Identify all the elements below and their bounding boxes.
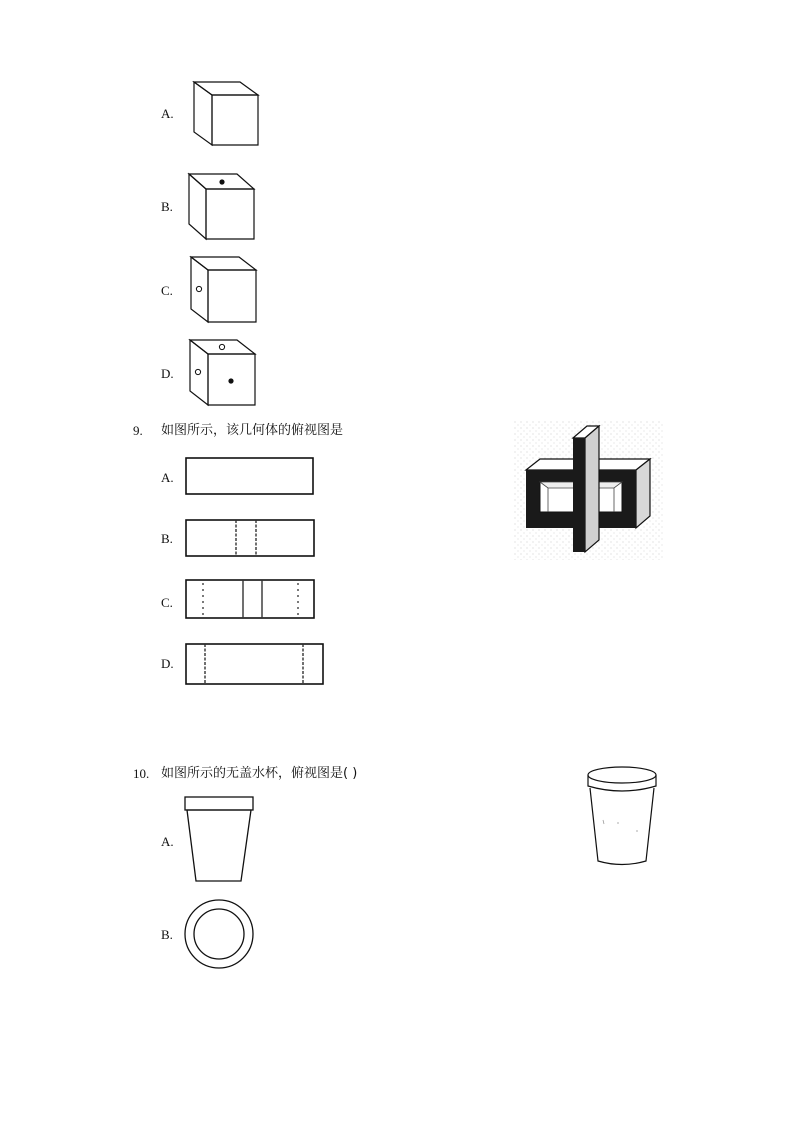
q9-option-c-view[interactable] — [185, 579, 316, 621]
q8-option-d-label: D. — [161, 366, 174, 381]
q9-number: 9. — [133, 423, 143, 438]
solid-dot-top — [219, 179, 224, 184]
q9-figure-zhong-solid — [514, 420, 664, 560]
q9-option-c-label: C. — [161, 595, 173, 610]
hollow-dot-top — [219, 344, 224, 349]
q10-option-b-label: B. — [161, 927, 173, 942]
q10-text: 如图所示的无盖水杯，俯视图是( ) — [161, 766, 358, 781]
q9-option-d-label: D. — [161, 656, 174, 671]
q10-figure-cup — [585, 764, 661, 872]
q8-option-b-cube[interactable] — [186, 171, 258, 243]
q10-option-a-view[interactable] — [183, 795, 257, 885]
hollow-dot-left — [196, 286, 201, 291]
q9-option-b-label: B. — [161, 531, 173, 546]
q10-option-a-label: A. — [161, 834, 174, 849]
q8-option-a-cube[interactable] — [190, 78, 262, 148]
q8-option-a-label: A. — [161, 106, 174, 121]
solid-dot-front — [228, 378, 233, 383]
q9-option-b-view[interactable] — [185, 519, 316, 559]
q8-option-b-label: B. — [161, 199, 173, 214]
q9-option-a-label: A. — [161, 470, 174, 485]
hollow-dot-left — [195, 369, 200, 374]
q8-option-d-cube[interactable] — [187, 337, 259, 409]
q8-option-c-label: C. — [161, 283, 173, 298]
q8-option-c-cube[interactable] — [188, 254, 260, 326]
q10-number: 10. — [133, 766, 150, 781]
q9-text: 如图所示，该几何体的俯视图是 — [161, 423, 344, 438]
q9-option-d-view[interactable] — [185, 643, 325, 687]
q10-option-b-view[interactable] — [183, 898, 257, 972]
q9-option-a-view[interactable] — [185, 457, 315, 497]
